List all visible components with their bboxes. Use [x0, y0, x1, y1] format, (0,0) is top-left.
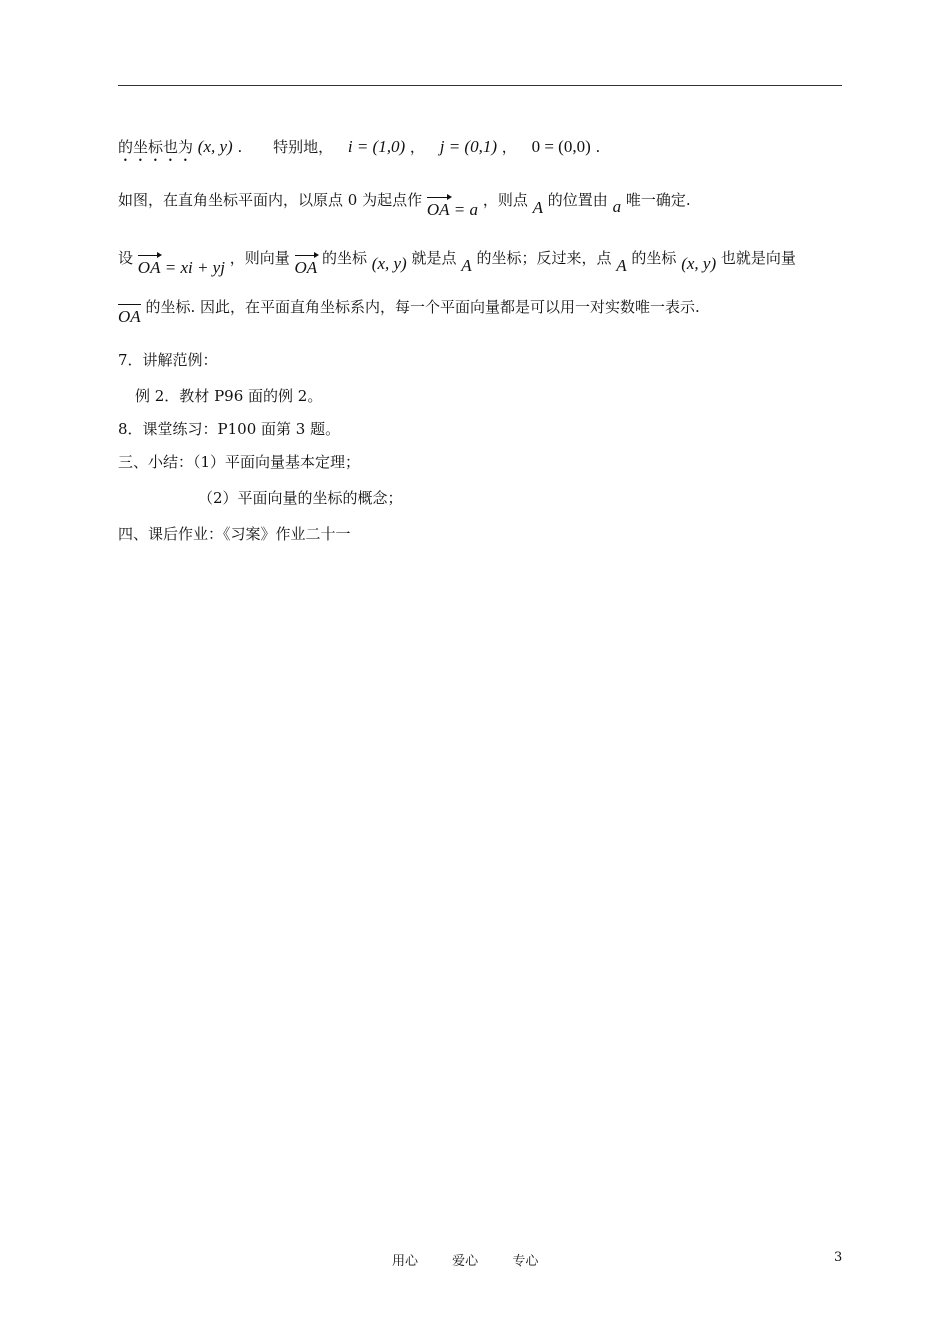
text-segment: 唯一确定. — [625, 191, 691, 209]
equation-rest: = a — [449, 200, 479, 219]
section-explain-examples: 7．讲解范例： — [118, 351, 218, 369]
text-segment: ，则点 — [482, 191, 528, 209]
text-segment: 的位置由 — [547, 191, 608, 209]
vector-symbol: a — [612, 197, 622, 216]
text-segment: . — [237, 138, 243, 156]
math-expression: (x, y) — [197, 137, 233, 156]
text-segment: ， — [501, 138, 517, 156]
footer-item: 爱心 — [452, 1254, 479, 1269]
footer-item: 用心 — [392, 1254, 419, 1269]
section-homework: 四、课后作业：《习案》作业二十一 — [118, 525, 351, 543]
text-segment: . — [595, 138, 601, 156]
math-expression: j = (0,1) — [439, 137, 497, 156]
text-segment: ，则向量 — [229, 249, 290, 267]
math-expression: 0 = (0,0) — [531, 137, 591, 156]
vector-oa — [295, 258, 318, 278]
text-line-2 — [118, 189, 691, 219]
vector-oa: OA — [137, 258, 161, 277]
point-symbol: A — [461, 256, 472, 275]
footer-item: 专心 — [512, 1254, 539, 1269]
point-symbol: A — [532, 198, 543, 217]
summary-item-2: （2）平面向量的坐标的概念； — [198, 489, 403, 507]
vector-oa — [118, 307, 141, 327]
page-number: 3 — [834, 1250, 843, 1265]
math-expression: i = (1,0) — [347, 137, 406, 156]
section-summary: 三、小结：（1）平面向量基本定理； — [118, 453, 361, 471]
text-segment: 的坐标. 因此，在平面直角坐标系内，每一个平面向量都是可以用一对实数唯一表示. — [145, 298, 700, 316]
point-symbol: A — [616, 256, 627, 275]
vector-oa: OA — [426, 200, 450, 219]
text-segment: 就是点 — [411, 249, 457, 267]
vector-equation — [138, 258, 225, 278]
example-item: 例 2．教材 P96 面的例 2。 — [135, 387, 323, 405]
vector-equation — [427, 200, 478, 220]
text-segment: 如图，在直角坐标平面内，以原点 0 为起点作 — [118, 191, 423, 209]
header-rule — [118, 85, 842, 86]
text-segment: ， — [409, 138, 425, 156]
text-segment: 的坐标也为 — [118, 138, 194, 156]
text-segment: 的坐标 — [321, 249, 367, 267]
text-segment: 的坐标 — [631, 249, 677, 267]
text-segment: 特别地， — [273, 138, 334, 156]
text-segment: 也就是向量 — [720, 249, 796, 267]
vector-label: OA — [118, 307, 141, 326]
math-expression: (x, y) — [681, 254, 717, 273]
text-line-3 — [118, 247, 796, 277]
math-expression: (x, y) — [371, 254, 407, 273]
text-segment: 设 — [118, 249, 134, 267]
text-segment: 的坐标；反过来，点 — [476, 249, 612, 267]
vector-label: OA — [294, 258, 318, 277]
page-footer — [392, 1250, 568, 1269]
text-line-1 — [118, 136, 600, 165]
equation-rest: = xi + yj — [160, 258, 225, 277]
text-line-4 — [118, 296, 700, 326]
section-classroom-practice: 8．课堂练习：P100 面第 3 题。 — [118, 420, 341, 438]
